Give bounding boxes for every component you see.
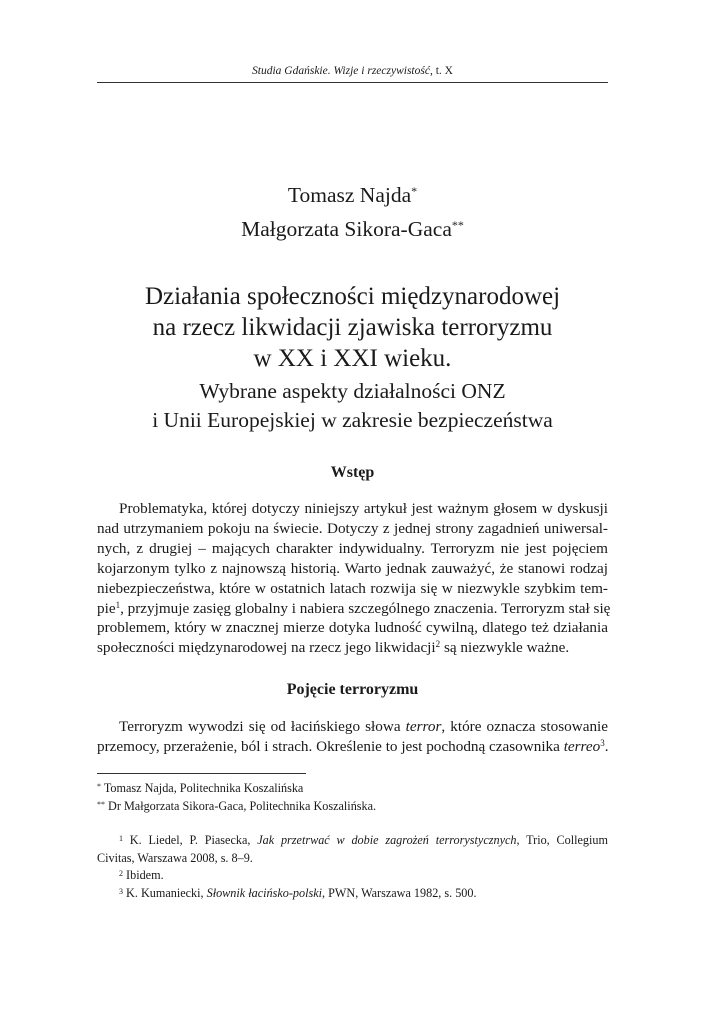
footnote-continuation: Civitas, Warszawa 2008, s. 8–9.	[97, 850, 253, 865]
author-note-mark: **	[451, 218, 464, 232]
text-line	[97, 638, 608, 658]
title-line: na rzecz likwidacji zjawiska terroryzmu	[152, 314, 553, 341]
running-head	[97, 64, 608, 78]
text-line: nad utrzymaniem pokoju na świecie. Dotyczy z jednej strony zagadnień uniwersal-	[97, 519, 608, 537]
section-heading-wstep: Wstęp	[330, 464, 375, 481]
footnote-title: Jak przetrwać w dobie zagrożeń terrorystycznych	[257, 833, 517, 847]
subtitle-line: i Unii Europejskiej w zakresie bezpieczeństwa	[152, 408, 553, 432]
text-line: kojarzonym tylko z najnowszą historią. Warto jednak zauważyć, że stanowi rodzaj	[97, 559, 608, 577]
text-run: .	[604, 737, 609, 755]
author-note-mark: *	[411, 184, 418, 198]
text-run: są niezwykle ważne.	[440, 639, 570, 657]
article-subtitle	[97, 377, 608, 435]
author-name: Małgorzata Sikora-Gaca	[241, 217, 452, 241]
author-note-text: Dr Małgorzata Sikora-Gaca, Politechnika Koszalińska.	[105, 798, 377, 813]
author-note	[97, 798, 608, 816]
author-name: Tomasz Najda	[287, 183, 412, 207]
latin-term: terreo	[563, 737, 601, 755]
footnote-text: Ibidem.	[123, 868, 164, 882]
text-run: przemocy, przerażenie, ból i strach. Określenie to jest pochodną czasownika	[97, 737, 564, 755]
footnote-number: 3	[119, 886, 123, 896]
text-line	[97, 717, 608, 737]
author-note-mark: *	[97, 782, 101, 791]
footnote-text: K. Kumaniecki,	[123, 885, 207, 900]
title-line: Działania społeczności międzynarodowej	[144, 283, 561, 310]
footnote-text: K. Liedel, P. Piasecka,	[123, 833, 258, 847]
text-line	[97, 737, 608, 757]
text-line: niebezpieczeństwa, które w ostatnich latach rozwija się w niezwykle szybkim tem-	[97, 579, 608, 597]
latin-term: terror	[405, 718, 442, 735]
text-line: Problematyka, której dotyczy niniejszy artykuł jest ważnym głosem w dyskusji	[119, 500, 608, 517]
text-run: Terroryzm wywodzi się od łacińskiego słowa	[119, 718, 406, 735]
author-note-mark: **	[97, 799, 105, 809]
footnote-number: 1	[119, 834, 123, 843]
footnote	[97, 885, 608, 903]
paragraph-intro	[97, 499, 611, 658]
text-line	[97, 599, 611, 619]
text-run: pie	[97, 599, 116, 617]
header-rule	[97, 82, 608, 83]
author-block	[97, 178, 608, 246]
journal-title: Studia Gdańskie. Wizje i rzeczywistość	[252, 65, 430, 77]
text-line: problemem, który w znacznej mierze dotyka ludność cywilną, dlatego też działania	[97, 619, 608, 637]
subtitle-line: Wybrane aspekty działalności ONZ	[199, 379, 506, 403]
text-run: społeczności międzynarodowej na rzecz jego likwidacji	[97, 639, 436, 657]
paragraph-definition	[97, 717, 608, 757]
author-notes	[97, 780, 608, 815]
footnote-ref[interactable]: 2	[435, 639, 441, 650]
text-run: , które oznacza stosowanie	[441, 718, 608, 735]
text-run: , przyjmuje zasięg globalny i nabiera szczególnego znaczenia. Terroryzm stał się	[120, 599, 611, 617]
section-heading-pojecie: Pojęcie terroryzmu	[286, 681, 419, 698]
footnote-rule	[97, 773, 306, 774]
footnote-ref[interactable]: 3	[600, 737, 605, 748]
author-line-2	[97, 212, 608, 246]
article-title	[97, 281, 608, 374]
footnote-text: , PWN, Warszawa 1982, s. 500.	[322, 885, 477, 900]
footnote	[97, 832, 608, 850]
author-note-text: Tomasz Najda, Politechnika Koszalińska	[101, 781, 304, 795]
volume-number: , t. X	[429, 65, 453, 77]
footnotes	[97, 832, 608, 902]
text-line: nych, z drugiej – mających charakter indywidualny. Terroryzm nie jest pojęciem	[97, 539, 608, 557]
author-note	[97, 780, 608, 798]
footnote-title: Słownik łacińsko-polski	[206, 885, 323, 900]
footnote-ref[interactable]: 1	[115, 599, 121, 610]
footnote-text: , Trio, Collegium	[516, 833, 608, 847]
footnote-number: 2	[119, 869, 123, 878]
footnote	[97, 867, 608, 885]
title-line: w XX i XXI wieku.	[253, 345, 452, 372]
author-line-1	[97, 178, 608, 212]
